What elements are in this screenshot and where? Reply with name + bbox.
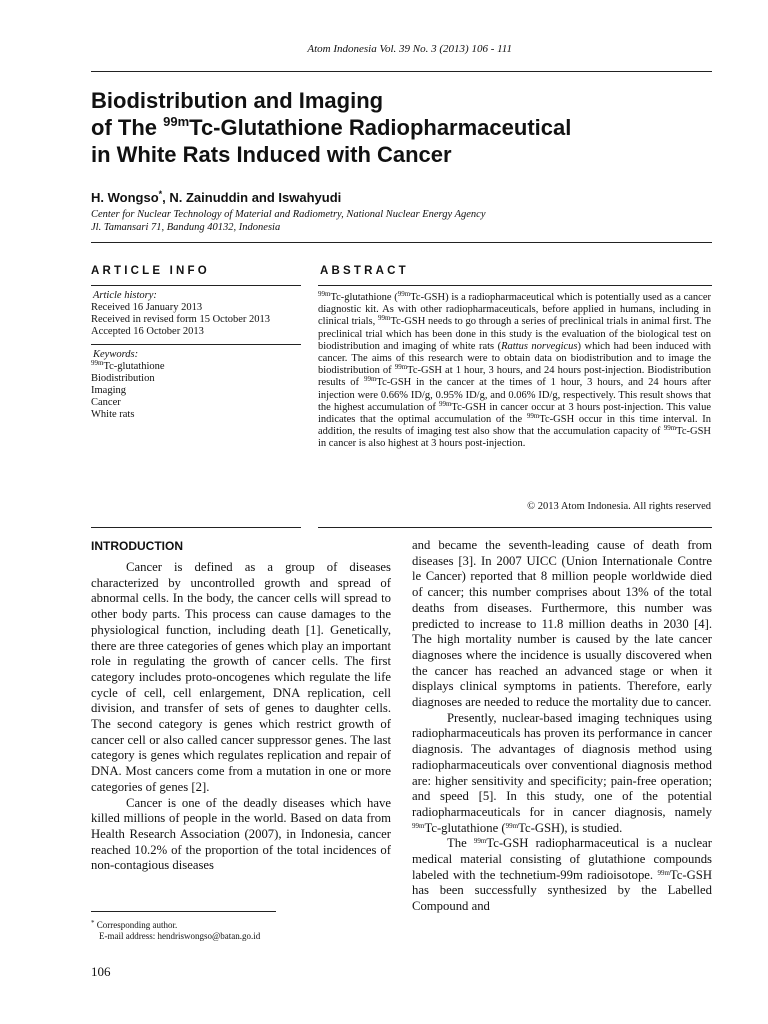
species-name: Rattus norvegicus xyxy=(501,340,578,352)
footnote-line-1 xyxy=(91,920,260,931)
body-paragraph: and became the seventh-leading cause of death from diseases [3]. In 2007 UICC (Union Internationale Contre le Cancer) reported that 8 million people worldwide died of cancer; this number comprises about 13% of the total deaths from diseases. Furthermore, this number was predicted to increase to 11.8 million deaths in 2030 [4]. The high mortality number is caused by the late cancer diagnoses where the incidence is usually discovered when the cancer has reached an advanced stage or when it displays clinical symptoms in patients. Therefore, early diagnoses are needed to reduce the mortality due to cancer. xyxy=(412,538,712,710)
history-rule xyxy=(91,344,301,345)
footnote-mark: * xyxy=(91,919,95,927)
keywords xyxy=(91,349,165,421)
keyword-item: Biodistribution xyxy=(91,373,155,384)
left-column xyxy=(91,560,391,874)
keyword-item: Imaging xyxy=(91,385,126,396)
article-history-label: Article history: xyxy=(93,290,157,301)
title-line-1: Biodistribution and Imaging xyxy=(91,88,384,113)
article-info-rule xyxy=(91,285,301,286)
abstract-body xyxy=(318,292,711,451)
info-bottom-rule xyxy=(91,527,301,528)
author-list xyxy=(91,190,341,205)
isotope-superscript: 99m xyxy=(394,363,408,372)
body-paragraph xyxy=(412,836,712,915)
body-text: The xyxy=(447,836,474,851)
isotope-superscript: 99m xyxy=(318,290,331,298)
isotope-superscript: 99m xyxy=(363,375,377,384)
copyright-notice: © 2013 Atom Indonesia. All rights reserved xyxy=(527,501,711,512)
received-date: Received 16 January 2013 xyxy=(91,302,203,313)
footnote-text: Corresponding author. xyxy=(96,920,178,930)
abstract-text: Tc-GSH) is a radiopharmaceutical which is potentially used as a cancer diagnostic kit. As with other radiopharmaceuticals, before applied in humans, including in clinical trials, xyxy=(318,292,711,328)
abstract-text: Tc-GSH in the cancer at the times of 1 hour, 3 hours, and 24 hours after injection were 0.66% ID/g, 0.95% ID/g, and 0.06% ID/g, respectively. This result shows that the highest accumulation of xyxy=(318,377,711,413)
article-history xyxy=(91,290,270,338)
abstract-text: Tc-GSH in cancer occur at 3 hours post-injection. This value indicates that the optimal accumulation of the xyxy=(318,401,711,426)
affiliation-line-2: Jl. Tamansari 71, Bandung 40132, Indonesia xyxy=(91,222,281,233)
body-text: Tc-GSH radiopharmaceutical is a nuclear medical material consisting of glutathione compounds labeled with the technetium-99m radioisotope. xyxy=(412,836,712,882)
isotope-superscript: 99m xyxy=(663,424,677,433)
footnote xyxy=(91,920,260,942)
body-text: Tc-glutathione ( xyxy=(424,820,506,835)
isotope-superscript: 99m xyxy=(526,412,540,421)
title-line-2-post: Tc-Glutathione Radiopharmaceutical xyxy=(189,115,572,140)
article-title xyxy=(91,87,691,168)
abstract-paragraph xyxy=(318,292,711,451)
journal-header: Atom Indonesia Vol. 39 No. 3 (2013) 106 - 111 xyxy=(307,43,512,55)
isotope-superscript: 99m xyxy=(505,821,519,830)
title-line-2 xyxy=(91,114,691,141)
abstract-text: Tc-GSH in cancer is also highest at 3 hours post-injection. xyxy=(318,426,711,450)
abstract-text: Tc-GSH at 1 hour, 3 hours, and 24 hours post-injection. Biodistribution results of xyxy=(318,365,711,389)
abstract-heading: ABSTRACT xyxy=(320,265,409,277)
title-isotope-superscript: 99m xyxy=(163,114,190,129)
keyword-item: Cancer xyxy=(91,397,121,408)
footnote-rule xyxy=(91,911,276,912)
keyword-item: White rats xyxy=(91,409,135,420)
affiliation-rule xyxy=(91,242,712,243)
footnote-line-2: E-mail address: hendriswongso@batan.go.id xyxy=(99,931,261,941)
keyword-item xyxy=(91,361,165,373)
author-1: H. Wongso xyxy=(91,190,159,205)
body-paragraph: Cancer is defined as a group of diseases characterized by uncontrolled growth and spread of abnormal cells. In the body, the cancer cells will spread to other body parts. This process can cause damages to the physiological function, including death [1]. Genetically, there are three categories of genes which play an important role in regulating the growth of cancer cells. The first category includes proto-oncogenes which regulate the life cycle of cell, cell enlargement, DNA replication, cell division, and transfer of sets of genes to daughter cells. The second category is genes which restrict growth of cancer cell or also called cancer suppressor genes. The last category is genes which regulates replication and repair of DNA. Most cancers come from a mutation in one or more categories of genes [2]. xyxy=(91,560,391,794)
article-info-heading: ARTICLE INFO xyxy=(91,265,210,277)
header-rule xyxy=(91,71,712,72)
keyword-superscript: 99m xyxy=(91,359,104,367)
abstract-text: Tc-glutathione ( xyxy=(330,292,398,303)
isotope-superscript: 99m xyxy=(412,821,425,830)
abstract-bottom-rule xyxy=(318,527,712,528)
isotope-superscript: 99m xyxy=(438,399,452,408)
abstract-rule xyxy=(318,285,712,286)
other-authors: , N. Zainuddin and Iswahyudi xyxy=(162,190,342,205)
keyword-text: Tc-glutathione xyxy=(103,361,165,372)
abstract-text: ) which had been induced with cancer. The aims of this research were to obtain data on biodistribution and to image the biodistribution of xyxy=(318,340,712,377)
affiliation-line-1: Center for Nuclear Technology of Material and Radiometry, National Nuclear Energy Agency xyxy=(91,209,486,220)
isotope-superscript: 99m xyxy=(473,837,487,846)
title-line-2-pre: of The xyxy=(91,115,164,140)
abstract-text: Tc-GSH occur in this time interval. In addition, the results of imaging test also show that the accumulation capacity of xyxy=(318,414,711,438)
right-column xyxy=(412,538,712,915)
body-paragraph: Cancer is one of the deadly diseases which have killed millions of people in the world. Based on data from Health Research Association (2007), in Indonesia, cancer reached 10.2% of the proportion of the total incidences of non-contagious diseases xyxy=(91,795,391,873)
isotope-superscript: 99m xyxy=(657,868,670,877)
body-paragraph xyxy=(412,711,712,837)
isotope-superscript: 99m xyxy=(397,290,411,298)
body-text: Presently, nuclear-based imaging techniques using radiopharmaceuticals has proven its performance in cancer diagnosis. The advantages of diagnosis method using radiopharmaceuticals over conventional diagnosis method are: higher sensitivity and specificity; pain-free operation; and speed [5]. In this study, one of the potential radiopharmaceuticals for in cancer diagnosis, namely xyxy=(412,710,712,819)
page-number: 106 xyxy=(91,964,111,979)
accepted-date: Accepted 16 October 2013 xyxy=(91,326,204,337)
abstract-text: Tc-GSH needs to go through a series of preclinical trials in animal first. The preclinical trial which has been done in this study is the evaluation of the biological test on biodistribution and imaging of white rats ( xyxy=(318,316,711,352)
introduction-heading: INTRODUCTION xyxy=(91,539,183,553)
isotope-superscript: 99m xyxy=(377,314,391,323)
title-line-3: in White Rats Induced with Cancer xyxy=(91,142,452,167)
body-text: Tc-GSH), is studied. xyxy=(518,820,623,835)
revised-date: Received in revised form 15 October 2013 xyxy=(91,314,271,325)
corresponding-author-mark: * xyxy=(158,189,163,199)
keywords-label: Keywords: xyxy=(93,349,139,360)
body-text: Tc-GSH has been successfully synthesized by the Labelled Compound and xyxy=(412,867,712,914)
